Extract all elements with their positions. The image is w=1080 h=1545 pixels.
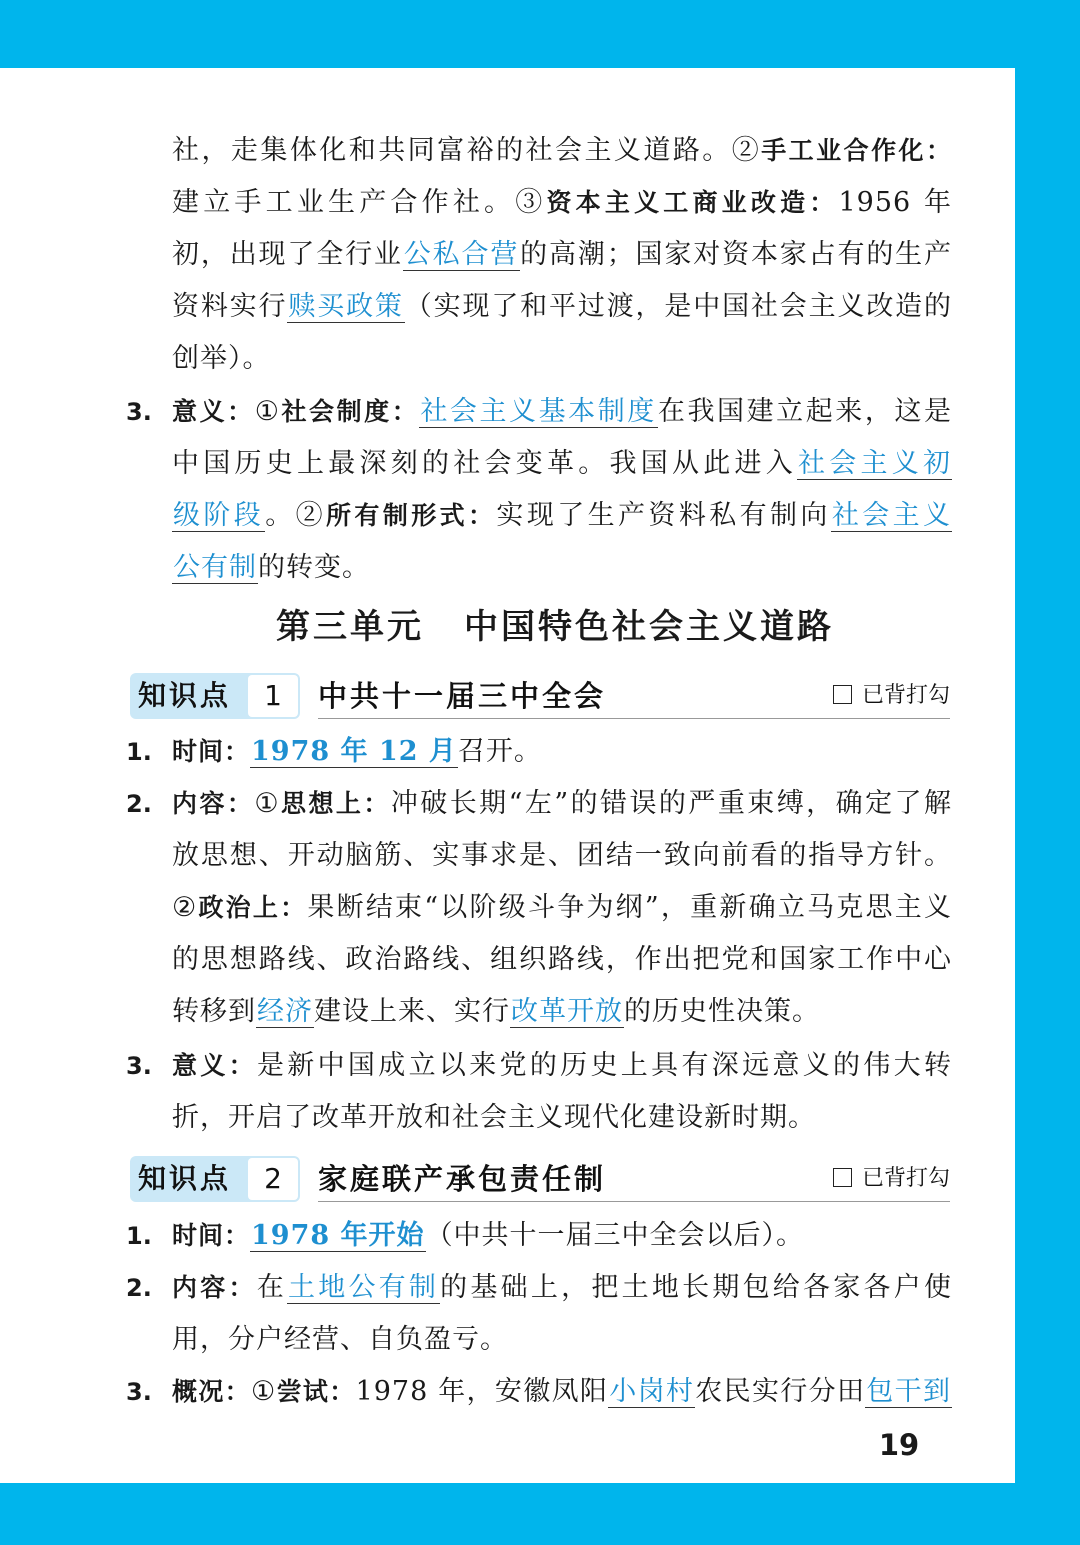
keyword-answer: 社会主义 bbox=[831, 500, 952, 531]
item-number: 3. bbox=[126, 398, 152, 426]
checkbox-icon[interactable] bbox=[833, 685, 852, 704]
keyword-answer: 土地公有制 bbox=[287, 1272, 440, 1303]
knowledge-point-title: 中共十一届三中全会 bbox=[318, 679, 607, 713]
text-line: 意义：①社会制度：社会主义基本制度在我国建立起来，这是 bbox=[172, 396, 952, 427]
title-underline bbox=[318, 718, 950, 719]
text-line: 放思想、开动脑筋、实事求是、团结一致向前看的指导方针。 bbox=[172, 840, 952, 871]
keyword-answer: 社会主义基本制度 bbox=[420, 396, 657, 427]
keyword-answer: 小岗村 bbox=[609, 1376, 695, 1407]
text-line: ②政治上：果断结束“以阶级斗争为纲”，重新确立马克思主义 bbox=[172, 892, 952, 923]
text-line: 公有制的转变。 bbox=[173, 552, 370, 583]
item-number: 2. bbox=[126, 790, 152, 818]
text-line: 的思想路线、政治路线、组织路线，作出把党和国家工作中心 bbox=[172, 944, 952, 975]
item-number: 1. bbox=[126, 1222, 152, 1250]
text-line: 建立手工业生产合作社。③资本主义工商业改造：1956 年 bbox=[172, 187, 952, 218]
item-number: 3. bbox=[126, 1052, 152, 1080]
keyword-answer: 经济 bbox=[257, 996, 313, 1027]
item-number: 3. bbox=[126, 1378, 152, 1406]
text-line: 时间：1978 年开始（中共十一届三中全会以后）。 bbox=[172, 1220, 805, 1251]
keyword-answer: 级阶段 bbox=[173, 500, 265, 531]
knowledge-point-number: 1 bbox=[248, 675, 298, 717]
item-number: 1. bbox=[126, 738, 152, 766]
text-line: 初，出现了全行业公私合营的高潮；国家对资本家占有的生产 bbox=[172, 239, 953, 270]
title-underline bbox=[318, 1201, 950, 1202]
knowledge-point-title: 家庭联产承包责任制 bbox=[318, 1162, 607, 1196]
text-line: 级阶段。②所有制形式：实现了生产资料私有制向社会主义 bbox=[173, 500, 952, 531]
knowledge-point-label: 知识点 bbox=[138, 679, 232, 712]
text-line: 社，走集体化和共同富裕的社会主义道路。②手工业合作化： bbox=[172, 135, 952, 166]
text-line: 用，分户经营、自负盈亏。 bbox=[172, 1324, 508, 1355]
keyword-answer: 赎买政策 bbox=[288, 291, 404, 322]
text-line: 折，开启了改革开放和社会主义现代化建设新时期。 bbox=[172, 1102, 816, 1133]
text-line: 内容：在土地公有制的基础上，把土地长期包给各家各户使 bbox=[172, 1272, 953, 1303]
text-line: 意义：是新中国成立以来党的历史上具有深远意义的伟大转 bbox=[172, 1050, 952, 1081]
keyword-answer: 1978 年 12 月 bbox=[251, 736, 457, 767]
memorized-checkbox[interactable]: 已背打勾 bbox=[833, 1162, 950, 1196]
knowledge-point-number: 2 bbox=[248, 1158, 298, 1200]
unit-title: 第三单元 中国特色社会主义道路 bbox=[276, 607, 834, 647]
keyword-answer: 公私合营 bbox=[403, 239, 520, 270]
text-line: 中国历史上最深刻的社会变革。我国从此进入社会主义初 bbox=[172, 448, 951, 479]
memorized-checkbox[interactable]: 已背打勾 bbox=[833, 679, 950, 713]
keyword-answer: 包干到 bbox=[866, 1376, 951, 1407]
text-line: 时间：1978 年 12 月召开。 bbox=[172, 736, 542, 767]
knowledge-point-header-1 bbox=[130, 673, 950, 721]
keyword-answer: 改革开放 bbox=[511, 996, 623, 1027]
text-line: 概况：①尝试：1978 年，安徽凤阳小岗村农民实行分田包干到 bbox=[172, 1376, 951, 1407]
keyword-answer: 社会主义初 bbox=[798, 448, 951, 479]
text-line: 转移到经济建设上来、实行改革开放的历史性决策。 bbox=[172, 996, 820, 1027]
page-number: 19 bbox=[878, 1428, 920, 1462]
checkbox-icon[interactable] bbox=[833, 1168, 852, 1187]
knowledge-point-label: 知识点 bbox=[138, 1162, 232, 1195]
item-number: 2. bbox=[126, 1274, 152, 1302]
knowledge-point-header-2 bbox=[130, 1156, 950, 1204]
text-line: 创举）。 bbox=[172, 343, 271, 374]
keyword-answer: 1978 年开始 bbox=[251, 1220, 425, 1251]
text-line: 内容：①思想上：冲破长期“左”的错误的严重束缚，确定了解 bbox=[172, 788, 952, 819]
text-line: 资料实行赎买政策（实现了和平过渡，是中国社会主义改造的 bbox=[172, 291, 953, 322]
keyword-answer: 公有制 bbox=[173, 552, 257, 583]
